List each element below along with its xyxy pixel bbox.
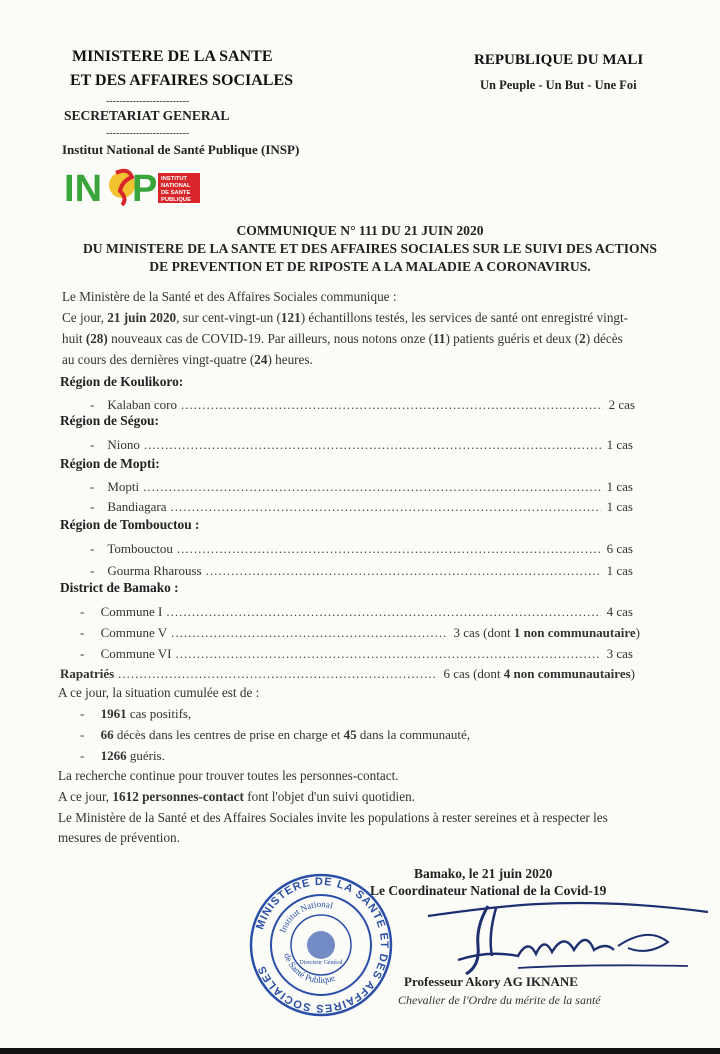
- institute-name: Institut National de Santé Publique (INSP): [62, 142, 300, 157]
- header-separator-1: -------------------------: [106, 96, 190, 107]
- republic-title: REPUBLIQUE DU MALI: [474, 52, 644, 68]
- bottom-edge: [0, 1048, 720, 1054]
- communique-title-line1: COMMUNIQUE N° 111 DU 21 JUIN 2020: [236, 223, 484, 238]
- case-row: - Commune VI ..... 3 cas: [80, 646, 633, 662]
- svg-text:DE SANTE: DE SANTE: [161, 190, 191, 196]
- region-tombouctou: Région de Tombouctou :: [60, 517, 200, 532]
- closing-line1: La recherche continue pour trouver toutes les personnes-contact.: [58, 768, 399, 783]
- intro-paragraph-line2: huit (28) nouveaux cas de COVID-19. Par ailleurs, nous notons onze (11) patients guéris et deux (2) décès: [62, 331, 623, 346]
- official-stamp: [248, 872, 394, 1018]
- cumulative-intro: A ce jour, la situation cumulée est de :: [58, 685, 260, 700]
- intro-line: Le Ministère de la Santé et des Affaires Sociales communique :: [62, 289, 397, 304]
- svg-text:Institut National: Institut National: [277, 898, 335, 934]
- svg-text:INSTITUT: INSTITUT: [161, 176, 188, 182]
- ministry-line2: ET DES AFFAIRES SOCIALES: [70, 72, 294, 89]
- closing-line4: mesures de prévention.: [58, 830, 180, 845]
- case-row: - Mopti ..... 1 cas: [90, 479, 633, 495]
- region-koulikoro: Région de Koulikoro:: [60, 374, 184, 389]
- closing-line3: Le Ministère de la Santé et des Affaires Sociales invite les populations à rester sereines et à respecter les: [58, 810, 608, 825]
- case-row: - Kalaban coro ..... 2 cas: [90, 397, 635, 413]
- signature-role: Le Coordinateur National de la Covid-19: [370, 883, 607, 898]
- svg-text:MINISTERE DE LA SANTE ET DES A: MINISTERE DE LA SANTE ET DES AFFAIRES SOCIALES: [254, 875, 391, 1015]
- case-row: - Commune I ..... 4 cas: [80, 604, 633, 620]
- communique-title-line3: DE PREVENTION ET DE RIPOSTE A LA MALADIE A CORONAVIRUS.: [149, 259, 591, 274]
- insp-logo: [62, 163, 202, 209]
- case-row: - Commune V ..... 3 cas (dont 1 non communautaire): [80, 625, 640, 641]
- case-row: - Bandiagara ..... 1 cas: [90, 499, 633, 515]
- ministry-line1: MINISTERE DE LA SANTE: [72, 48, 273, 65]
- svg-text:NATIONAL: NATIONAL: [161, 183, 191, 189]
- svg-text:P: P: [132, 168, 158, 209]
- case-row: - Gourma Rharouss ..... 1 cas: [90, 563, 633, 579]
- region-mopti: Région de Mopti:: [60, 456, 160, 471]
- svg-text:Directeur Général: Directeur Général: [299, 960, 343, 966]
- case-row: - Tombouctou ..... 6 cas: [90, 541, 633, 557]
- communique-title-line2: DU MINISTERE DE LA SANTE ET DES AFFAIRES SOCIALES SUR LE SUIVI DES ACTIONS: [82, 241, 657, 256]
- svg-text:de Santé Publique: de Santé Publique: [282, 951, 337, 986]
- case-row: - Niono ..... 1 cas: [90, 437, 633, 453]
- cumulative-deaths: - 66 décès dans les centres de prise en charge et 45 dans la communauté,: [80, 727, 470, 742]
- intro-paragraph-line3: au cours des dernières vingt-quatre (24) heures.: [62, 352, 313, 367]
- intro-paragraph-line1: Ce jour, 21 juin 2020, sur cent-vingt-un (121) échantillons testés, les services de santé ont enregistré vingt-: [62, 310, 629, 325]
- signatory-name: Professeur Akory AG IKNANE: [404, 974, 578, 989]
- region-segou: Région de Ségou:: [60, 413, 159, 428]
- signatory-honor: Chevalier de l'Ordre du mérite de la santé: [398, 993, 601, 1007]
- header-separator-2: -------------------------: [106, 128, 190, 139]
- signature-place-date: Bamako, le 21 juin 2020: [414, 866, 553, 881]
- stamp-emblem-icon: [307, 931, 335, 959]
- cumulative-positive: - 1961 cas positifs,: [80, 706, 192, 721]
- cumulative-recovered: - 1266 guéris.: [80, 748, 165, 763]
- closing-line2: A ce jour, 1612 personnes-contact font l'objet d'un suivi quotidien.: [58, 789, 415, 804]
- republic-motto: Un Peuple - Un But - Une Foi: [480, 78, 637, 92]
- district-bamako: District de Bamako :: [60, 580, 179, 595]
- secretariat-general: SECRETARIAT GENERAL: [64, 108, 230, 123]
- svg-text:PUBLIQUE: PUBLIQUE: [161, 197, 191, 203]
- handwritten-signature: [418, 886, 718, 986]
- logo-letters: IN: [64, 168, 103, 209]
- rapatries-row: Rapatriés ..... 6 cas (dont 4 non communautaires): [60, 666, 635, 682]
